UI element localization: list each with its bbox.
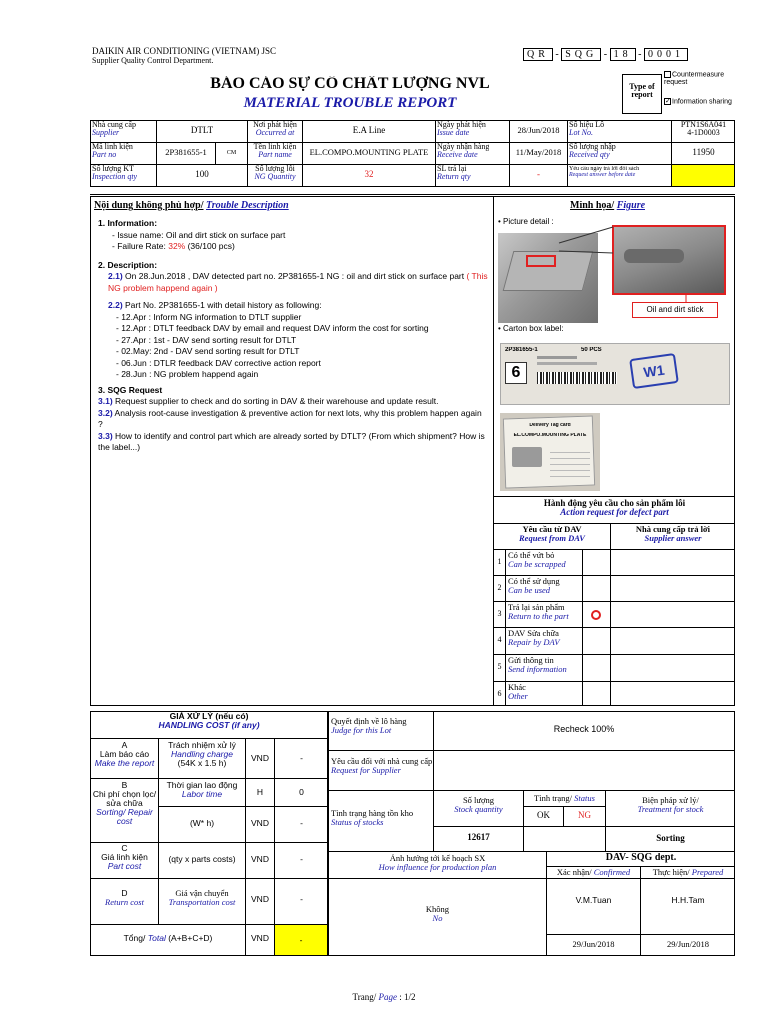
confirmed-label: Xác nhận/ Confirmed [556,868,631,877]
ng-value: 32 [364,170,374,179]
action-heading: Hành động yêu cầu cho sản phẩm lỗi Action request for defect part [543,499,686,518]
checkbox-information[interactable]: ✓ [665,98,671,105]
action-row-no: 2 [497,584,502,592]
cost-row-d-desc: Giá vận chuyển Transportation cost [168,889,236,907]
page-number: Trang/ Page : 1/2 [352,993,416,1002]
oil-dirt-callout: Oil and dirt stick [632,302,718,318]
status-label: Tình trạng/ Status [534,794,595,803]
request-label: Yêu cầu đối với nhà cung cấp Request for Supplier [331,757,433,775]
cost-row-b-desc: Thời gian lao động Labor time [166,781,238,799]
action-row-no: 5 [497,663,502,671]
cost-row-b-unit2: VND [251,819,269,828]
action-col-answer: Nhà cung cấp trả lời Supplier answer [635,525,711,543]
ng-label: Số lượng lỗi NG Quantity [254,165,296,182]
cost-row-d-name: D Return cost [105,889,144,907]
influence-value: Không No [425,905,450,923]
action-col-request: Yêu cầu từ DAV Request from DAV [519,525,585,543]
cost-row-c-value: - [300,855,303,864]
prepared-label: Thực hiện/ Prepared [652,868,724,877]
status-ok: OK [537,811,550,820]
cost-row-a-desc: Trách nhiệm xử lý Handling charge (54K x 1.5 h) [168,741,236,768]
part-name-label: Tên linh kiện Part name [253,143,297,160]
stock-qty-label: Số lượng Stock quantity [454,796,503,814]
part-no-value: 2P381655-1 [165,148,207,157]
received-qty-value: 11950 [692,148,715,157]
lot-value: PTN1S6A041 4-1D0003 [680,121,727,138]
action-row-no: 3 [497,610,502,618]
status-ng: NG [578,811,591,820]
company-name: DAIKIN AIR CONDITIONING (VIETNAM) JSC [92,47,276,56]
occurred-value: E.A Line [352,126,386,135]
action-row-send-info: Gửi thông tin Send information [508,656,567,674]
receive-date-label: Ngày nhận hàng Receive date [437,143,490,160]
label-qty: 50 PCS [581,347,602,353]
part-no-unit: CM [226,150,237,156]
supplier-label: Nhà cung cấp Supplier [92,121,136,138]
inspection-value: 100 [195,170,209,179]
return-value: - [537,170,540,179]
figure-heading: Minh họa/ Figure [570,201,646,211]
judge-label: Quyết định về lô hàng Judge for this Lot [331,717,407,735]
action-row-no: 6 [497,690,502,698]
issue-date-label: Ngày phát hiện Issue date [437,121,486,138]
supplier-value: DTLT [190,126,214,135]
action-row-no: 1 [497,558,502,566]
dept-label: DAV- SQG dept. [605,853,677,863]
part-no-label: Mã linh kiện Part no [92,143,133,160]
label-part-no: 2P381655-1 [505,347,538,353]
report-no-part: SQG [561,48,601,61]
label-number: 6 [505,362,527,384]
receive-date-value: 11/May/2018 [515,148,562,157]
cost-row-b-name: B Chi phí chọn lọc/ sửa chữa Sorting/ Repair cost [92,781,157,826]
option-label: Countermeasure request [664,71,725,86]
tag-name: EL.COMPO.MOUNTING PLATE [513,433,587,438]
cost-total-unit: VND [251,934,269,943]
action-row-other: Khác Other [508,683,528,701]
cost-row-c-name: C Giá linh kiện Part cost [101,844,148,871]
history-list: - 12.Apr : Inform NG information to DTLT supplier - 12.Apr : DTLT feedback DAV by email and request DAV inform the cost for sorting - 27.Apr : 1st - DAV send sorting result for DTLT - 02.May: 2nd - DAV send sorting result for DTLT - 06.Jun : DTLR feedback DAV corrective action report - 28.Jun : NG problem happend again [116,311,429,379]
confirmed-date: 29/Jun/2018 [572,940,615,949]
report-number: QR - SQG - 18 - 0001 [523,48,688,61]
answer-date-value[interactable] [672,165,734,186]
cost-row-c-desc: (qty x parts costs) [168,855,236,864]
barcode-icon [537,372,617,384]
carton-label-photo [500,343,730,405]
part-name-value: EL.COMPO.MOUNTING PLATE [309,148,429,157]
trouble-heading: Nội dung không phù hợp/ Trouble Description [94,201,289,211]
treatment-label: Biện pháp xử lý/ Treatment for stock [637,796,704,814]
action-row-repair: DAV Sửa chữa Repair by DAV [508,629,560,647]
cost-total-value[interactable]: - [275,925,327,955]
report-no-part: 0001 [644,48,688,61]
title-vn: BÁO CÁO SỰ CỐ CHẤT LƯỢNG NVL [210,76,490,92]
type-option-countermeasure[interactable] [664,71,736,86]
cost-row-b-desc2: (W* h) [189,819,215,828]
action-row-return: Trả lại sản phẩm Return to the part [508,603,569,621]
treatment-value: Sorting [656,834,685,843]
cost-row-a-unit: VND [251,754,269,763]
prepared-name: H.H.Tam [671,896,705,905]
cost-row-c-unit: VND [251,855,269,864]
cost-row-a-name: A Làm báo cáo Make the report [94,741,155,768]
title-en: MATERIAL TROUBLE REPORT [243,96,457,111]
inspection-label: Số lượng KT Inspection qty [92,165,138,182]
action-row-scrapped: Có thể vứt bỏ Can be scrapped [508,551,566,569]
type-option-information[interactable] [664,98,736,106]
stock-qty-value: 12617 [467,833,490,842]
type-of-report-label: Type of report [629,83,655,100]
cost-row-b-value2: - [300,819,303,828]
delivery-tag-photo [500,413,600,491]
label-stamp: W1 [629,353,679,389]
cost-row-d-value: - [300,895,303,904]
action-row-no: 4 [497,636,502,644]
cost-total-label: Tổng/ Total (A+B+C+D) [123,934,213,943]
cost-row-a-value: - [300,754,303,763]
judge-value: Recheck 100% [553,725,615,734]
zoom-lines [555,225,615,255]
checkbox-countermeasure[interactable] [664,71,671,78]
type-of-report-box [622,74,662,114]
picture-detail-label: • Picture detail : [498,218,554,226]
trouble-description: 1. Information: - Issue name: Oil and dirt stick on surface part - Failure Rate: 32% (36/100 pcs) 2. Description: 2.1) On 28.Jun.2018 , DAV detected part no. 2P381655-1 NG : oil and dirt stick on surface part ( This NG problem happend again ) 2.2) Part No. 2P381655-1 with detail history as following: - 12.Apr : Inform NG information to DTLT supplier - 12.Apr : DTLT feedback DAV by email and request DAV inform the cost for sorting - 27.Apr : 1st - DAV send sorting result for DTLT - 02.May: 2nd - DAV send sorting result for DTLT - 06.Jun : DTLR feedback DAV corrective action report - 28.Jun : NG problem happend again 3. SQG Request 3.1) Request supplier to check and do sorting in DAV & their warehouse and update result. 3.2) Analysis root-cause investigation & preventive action for next lots, why this problem happen again ? 3.3) How to identify and control part which are already sorted by DTLT? (From which shipment? How is the label...) [98,218,488,452]
prepared-date: 29/Jun/2018 [666,940,710,949]
confirmed-name: V.M.Tuan [575,896,612,905]
answer-date-label: Yêu cầu ngày trả lời đối sách Request answer before date [569,166,640,179]
report-no-part: 18 [610,48,636,61]
influence-label: Ảnh hưởng tới kế hoạch SX How influence for production plan [378,854,497,872]
cost-row-b-unit: H [256,788,264,797]
return-label: SL trả lại Return qty [437,165,471,182]
cost-row-b-value: 0 [299,788,304,797]
closeup-photo [612,225,726,295]
report-no-part: QR [523,48,553,61]
issue-date-value: 28/Jun/2018 [517,126,560,135]
carton-label-caption: • Carton box label: [498,325,564,333]
callout-arrow [680,292,692,304]
occurred-label: Nơi phát hiện Occurred at [253,121,297,138]
cost-row-d-unit: VND [251,895,269,904]
stock-label: Tình trạng hàng tồn kho Status of stocks [331,809,414,827]
department-name: Supplier Quality Control Department. [92,57,214,65]
received-qty-label: Số lượng nhập Received qty [569,143,616,160]
lot-label: Số hiệu Lô Lot No. [569,121,605,138]
selected-circle-icon [591,610,601,620]
option-label: Information sharing [672,98,732,106]
cost-title: GIÁ XỬ LÝ (nếu có) HANDLING COST (if any) [158,712,260,730]
action-row-used: Có thể sử dụng Can be used [508,577,560,595]
tag-title: Delivery Tag card [529,423,571,428]
